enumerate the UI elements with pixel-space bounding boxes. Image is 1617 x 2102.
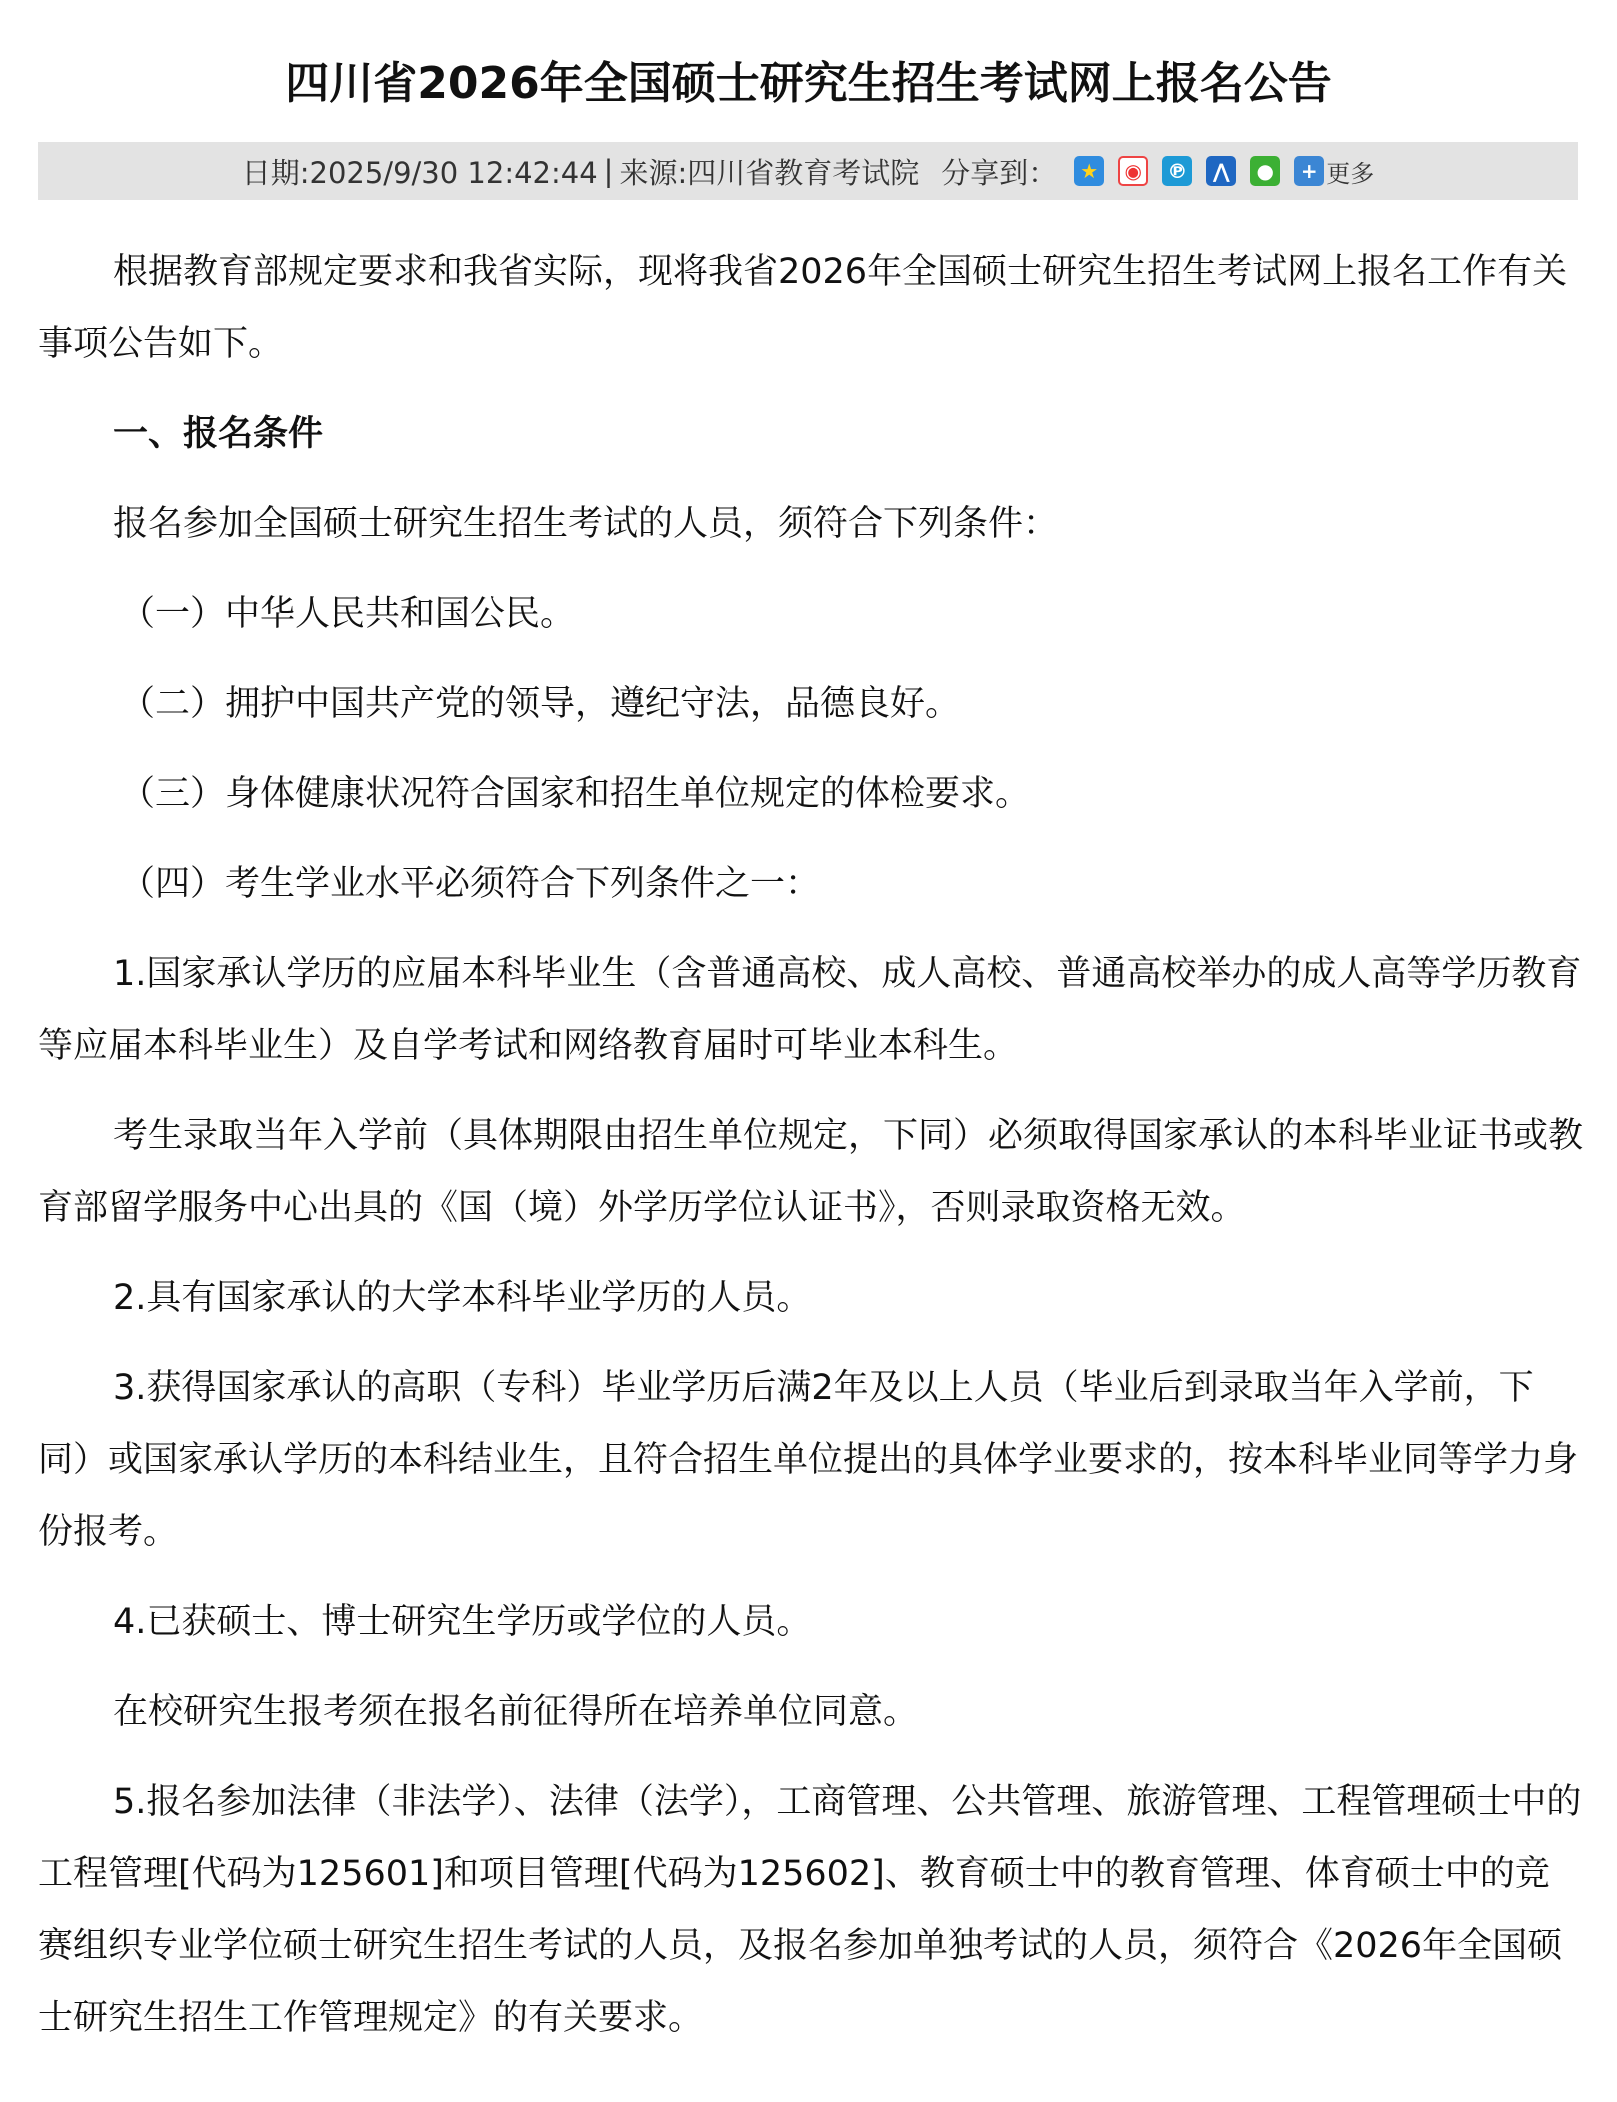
body-paragraph: 4.已获硕士、博士研究生学历或学位的人员。 xyxy=(113,1602,812,1642)
body-paragraph: 报名参加全国硕士研究生招生考试的人员，须符合下列条件： xyxy=(113,504,1059,544)
renren-icon[interactable]: ⋀ xyxy=(1206,156,1236,186)
wechat-icon[interactable]: ● xyxy=(1250,156,1280,186)
meta-separator: | xyxy=(603,154,614,188)
more-share-link[interactable]: 更多 xyxy=(1326,159,1375,188)
condition-item: （一）中华人民共和国公民。 xyxy=(120,594,576,634)
share-label: 分享到： xyxy=(941,155,1058,190)
more-share-icon[interactable]: + xyxy=(1294,156,1324,186)
body-paragraph: 1.国家承认学历的应届本科毕业生（含普通高校、成人高校、普通高校举办的成人高等学历教育等应届本科毕业生）及自学考试和网络教育届时可毕业本科生。 xyxy=(38,954,1582,1066)
condition-item: （四）考生学业水平必须符合下列条件之一： xyxy=(120,864,821,904)
body-paragraph: 2.具有国家承认的大学本科毕业学历的人员。 xyxy=(113,1278,812,1318)
body-paragraph: 3.获得国家承认的高职（专科）毕业学历后满2年及以上人员（毕业后到录取当年入学前，下同）或国家承认学历的本科结业生，且符合招生单位提出的具体学业要求的，按本科毕业同等学力身份报考。 xyxy=(38,1368,1579,1552)
tencent-weibo-icon[interactable]: ℗ xyxy=(1162,156,1192,186)
section-heading: 一、报名条件 xyxy=(113,414,324,454)
body-paragraph: 在校研究生报考须在报名前征得所在培养单位同意。 xyxy=(113,1692,919,1732)
body-paragraph: 5.报名参加法律（非法学）、法律（法学），工商管理、公共管理、旅游管理、工程管理硕士中的工程管理[代码为125601]和项目管理[代码为125602]、教育硕士中的教育管理、体育硕士中的竞赛组织专业学位硕士研究生招生考试的人员，及报名参加单独考试的人员，须符合《2026年全国硕士研究生招生工作管理规定》的有关要求。 xyxy=(38,1782,1582,2038)
condition-item: （二）拥护中国共产党的领导，遵纪守法，品德良好。 xyxy=(120,684,961,724)
condition-item: （三）身体健康状况符合国家和招生单位规定的体检要求。 xyxy=(120,774,1031,814)
body-paragraph: 考生录取当年入学前（具体期限由招生单位规定，下同）必须取得国家承认的本科毕业证书或教育部留学服务中心出具的《国（境）外学历学位认证书》，否则录取资格无效。 xyxy=(38,1116,1584,1228)
intro-paragraph: 根据教育部规定要求和我省实际，现将我省2026年全国硕士研究生招生考试网上报名工作有关事项公告如下。 xyxy=(38,252,1568,364)
article-body xyxy=(38,236,1583,2072)
article-title: 四川省2026年全国硕士研究生招生考试网上报名公告 xyxy=(285,58,1332,109)
weibo-icon[interactable]: ◉ xyxy=(1118,156,1148,186)
qzone-icon[interactable]: ★ xyxy=(1074,156,1104,186)
article-source: 来源:四川省教育考试院 xyxy=(619,155,920,190)
article-meta-bar xyxy=(38,142,1578,200)
publish-date: 日期:2025/9/30 12:42:44 xyxy=(241,155,598,190)
